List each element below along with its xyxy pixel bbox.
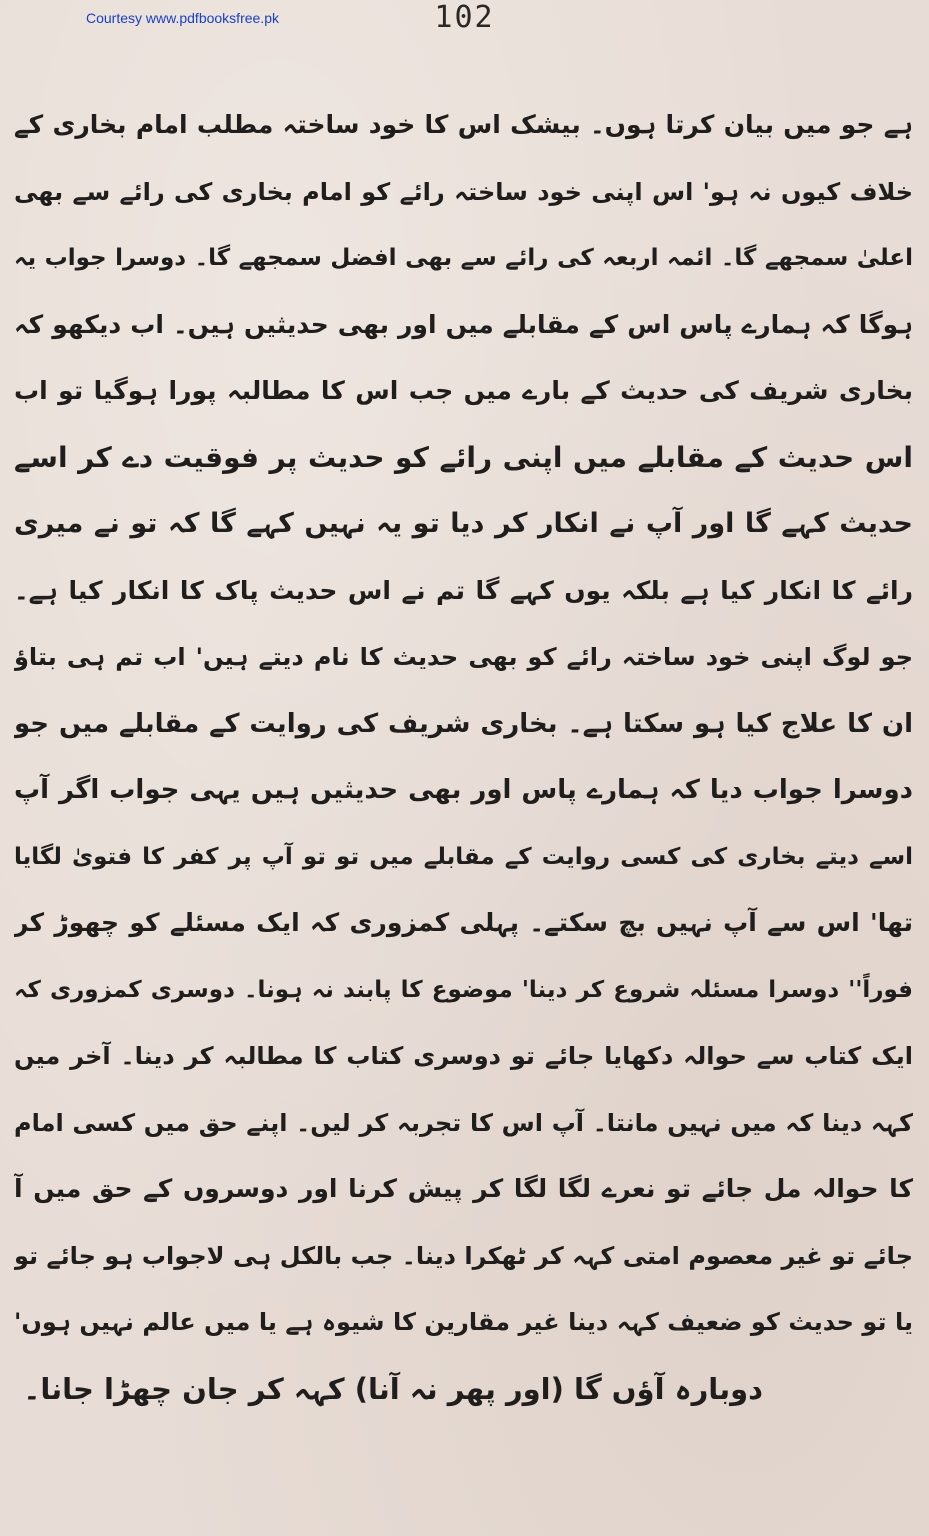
text-line: کہہ دینا کہ میں نہیں مانتا۔ آپ اس کا تجربہ کر لیں۔ اپنے حق میں کسی امام <box>14 1108 913 1137</box>
urdu-text-block <box>14 92 913 1422</box>
text-line: تھا' اس سے آپ نہیں بچ سکتے۔ پہلی کمزوری کہ ایک مسئلے کو چھوڑ کر <box>14 908 913 937</box>
text-line: خلاف کیوں نہ ہو' اس اپنی خود ساختہ رائے کو امام بخاری کی رائے سے بھی <box>14 177 913 206</box>
text-line: رائے کا انکار کیا ہے بلکہ یوں کہے گا تم نے اس حدیث پاک کا انکار کیا ہے۔ <box>14 575 913 605</box>
page-number: 102 <box>434 0 495 35</box>
text-line: حدیث کہے گا اور آپ نے انکار کر دیا تو یہ نہیں کہے گا کہ تو نے میری <box>14 508 913 539</box>
text-line: اس حدیث کے مقابلے میں اپنی رائے کو حدیث پر فوقیت دے کر اسے <box>14 440 913 474</box>
text-line-last: دوبارہ آؤں گا (اور پھر نہ آنا) کہہ کر جان چھڑا جانا۔ <box>23 1371 763 1406</box>
text-line: اعلیٰ سمجھے گا۔ ائمہ اربعہ کی رائے سے بھی افضل سمجھے گا۔ دوسرا جواب یہ <box>14 245 913 271</box>
text-line: جائے تو غیر معصوم امتی کہہ کر ٹھکرا دینا۔ جب بالکل ہی لاجواب ہو جائے تو <box>14 1241 913 1270</box>
text-line: کا حوالہ مل جائے تو نعرے لگا لگا کر پیش کرنا اور دوسروں کے حق میں آ <box>14 1174 913 1203</box>
courtesy-watermark: Courtesy www.pdfbooksfree.pk <box>86 10 279 26</box>
text-line: ایک کتاب سے حوالہ دکھایا جائے تو دوسری کتاب کا مطالبہ کر دینا۔ آخر میں <box>14 1042 913 1070</box>
text-line: جو لوگ اپنی خود ساختہ رائے کو بھی حدیث کا نام دیتے ہیں' اب تم ہی بتاؤ <box>14 643 913 671</box>
text-line: فوراً'' دوسرا مسئلہ شروع کر دینا' موضوع کا پابند نہ ہونا۔ دوسری کمزوری کہ <box>14 976 913 1003</box>
text-line: ہے جو میں بیان کرتا ہوں۔ بیشک اس کا خود ساختہ مطلب امام بخاری کے <box>14 110 913 139</box>
text-line: یا تو حدیث کو ضعیف کہہ دینا غیر مقارین کا شیوہ ہے یا میں عالم نہیں ہوں' <box>14 1308 913 1336</box>
text-line: ہوگا کہ ہمارے پاس اس کے مقابلے میں اور بھی حدیثیں ہیں۔ اب دیکھو کہ <box>14 309 913 339</box>
text-line: اسے دیتے بخاری کی کسی روایت کے مقابلے میں تو تو آپ پر کفر کا فتویٰ لگایا <box>14 843 913 870</box>
text-line: بخاری شریف کی حدیث کے بارے میں جب اس کا مطالبہ پورا ہوگیا تو اب <box>14 376 913 405</box>
text-line: دوسرا جواب دیا کہ ہمارے پاس اور بھی حدیثیں ہیں یہی جواب اگر آپ <box>14 775 913 805</box>
text-line: ان کا علاج کیا ہو سکتا ہے۔ بخاری شریف کی روایت کے مقابلے میں جو <box>14 708 913 739</box>
